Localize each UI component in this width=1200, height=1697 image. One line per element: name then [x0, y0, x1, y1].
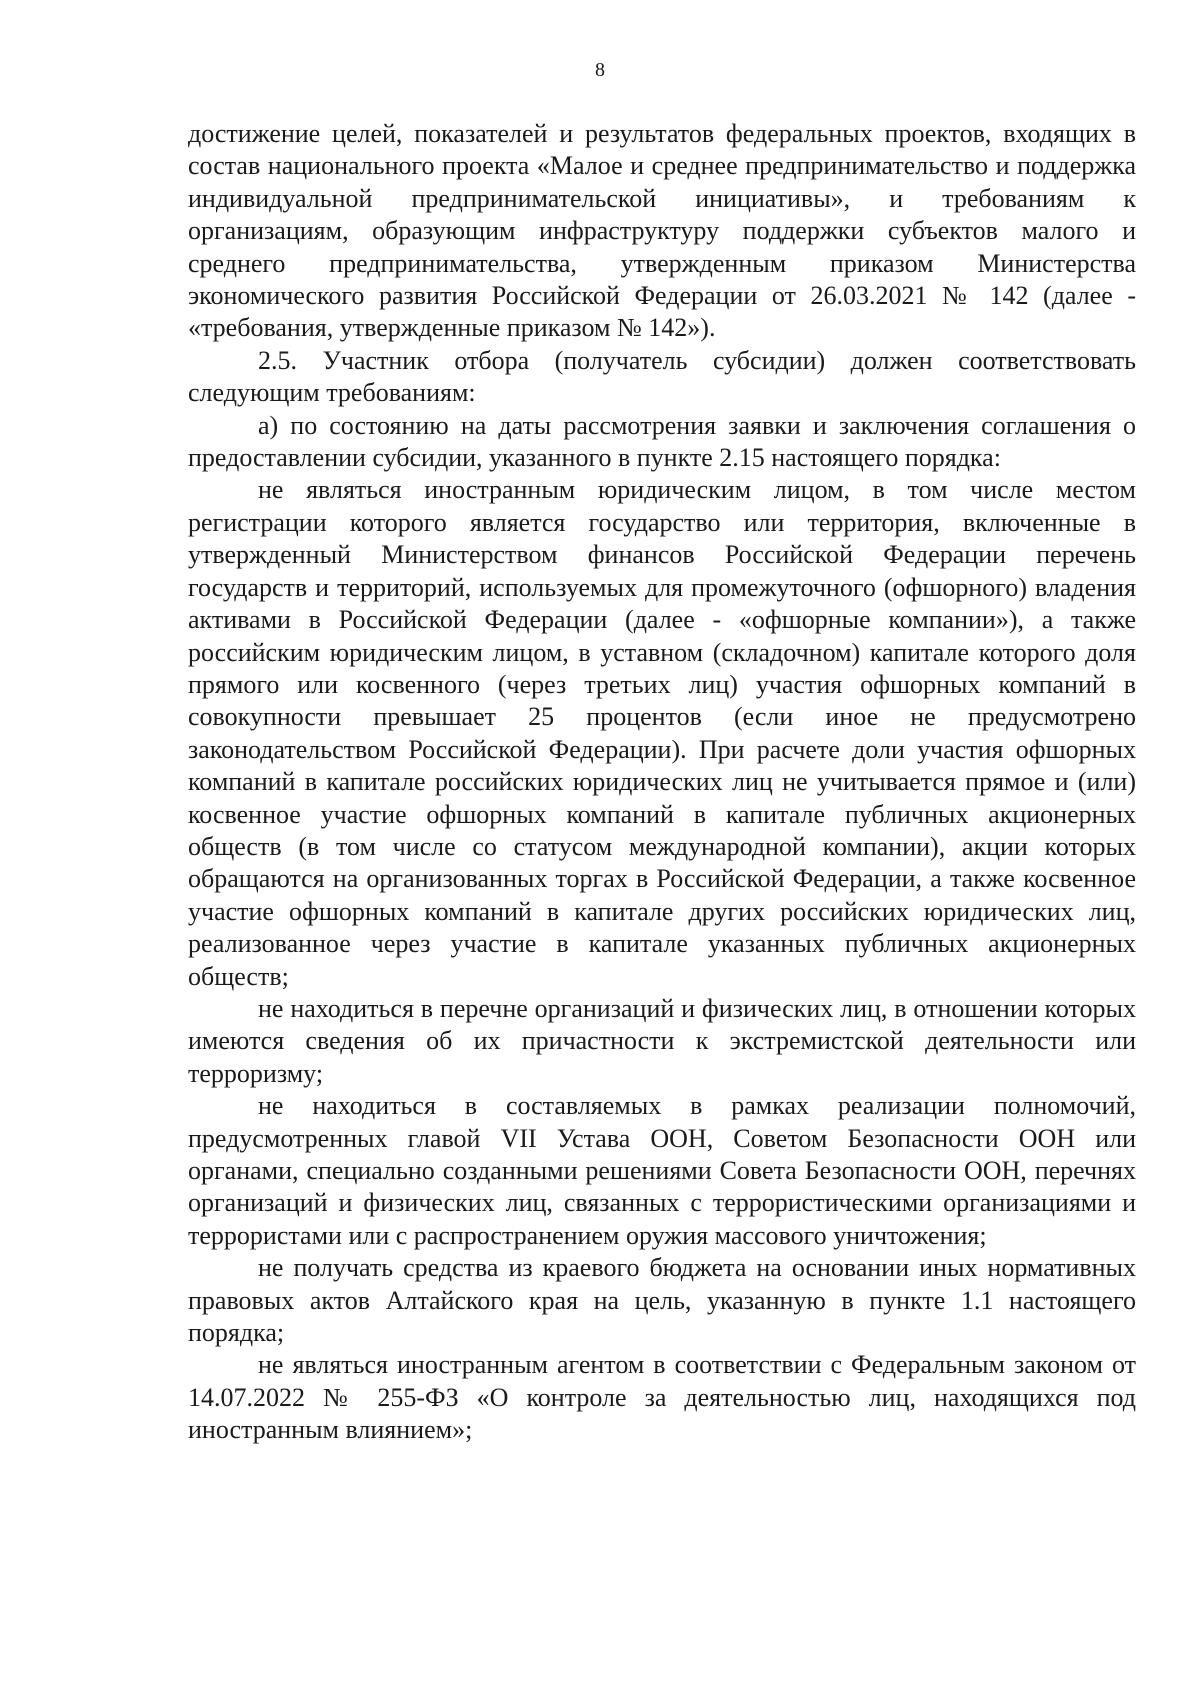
- document-body: [188, 118, 1136, 1447]
- paragraph: не являться иностранным агентом в соответствии с Федеральным законом от 14.07.2022 № 255-ФЗ «О контроле за деятельностью лиц, находящихся под иностранным влиянием»;: [188, 1350, 1136, 1445]
- paragraph: не являться иностранным юридическим лицом, в том числе местом регистрации которого является государство или территория, включенные в утвержденный Министерством финансов Российской Федерации перечень государств и территорий, используемых для промежуточного (офшорного) владения активами в Российской Федерации (далее - «офшорные компании»), а также российским юридическим лицом, в уставном (складочном) капитале которого доля прямого или косвенного (через третьих лиц) участия офшорных компаний в совокупности превышает 25 процентов (если иное не предусмотрено законодательством Российской Федерации). При расчете доли участия офшорных компаний в капитале российских юридических лиц не учитывается прямое и (или) косвенное участие офшорных компаний в капитале публичных акционерных обществ (в том числе со статусом международной компании), акции которых обращаются на организованных торгах в Российской Федерации, а также косвенное участие офшорных компаний в капитале других российских юридических лиц, реализованное через участие в капитале указанных публичных акционерных обществ;: [188, 475, 1136, 991]
- paragraph: не находиться в перечне организаций и физических лиц, в отношении которых имеются сведения об их причастности к экстремистской деятельности или терроризму;: [188, 993, 1136, 1088]
- page-number: 8: [595, 59, 605, 81]
- paragraph: достижение целей, показателей и результатов федеральных проектов, входящих в состав национального проекта «Малое и среднее предпринимательство и поддержка индивидуальной предпринимательской инициативы», и требованиям к организациям, образующим инфраструктуру поддержки субъектов малого и среднего предпринимательства, утвержденным приказом Министерства экономического развития Российской Федерации от 26.03.2021 № 142 (далее - «требования, утвержденные приказом № 142»).: [188, 119, 1136, 343]
- paragraph: не находиться в составляемых в рамках реализации полномочий, предусмотренных главой VII Устава ООН, Советом Безопасности ООН или органами, специально созданными решениями Совета Безопасности ООН, перечнях организаций и физических лиц, связанных с террористическими организациями и террористами или с распространением оружия массового уничтожения;: [188, 1091, 1136, 1250]
- paragraph: а) по состоянию на даты рассмотрения заявки и заключения соглашения о предоставлении субсидии, указанного в пункте 2.15 настоящего порядка:: [188, 410, 1136, 473]
- paragraph: 2.5. Участник отбора (получатель субсидии) должен соответствовать следующим требованиям:: [188, 345, 1136, 408]
- paragraph: не получать средства из краевого бюджета на основании иных нормативных правовых актов Алтайского края на цель, указанную в пункте 1.1 настоящего порядка;: [188, 1253, 1136, 1348]
